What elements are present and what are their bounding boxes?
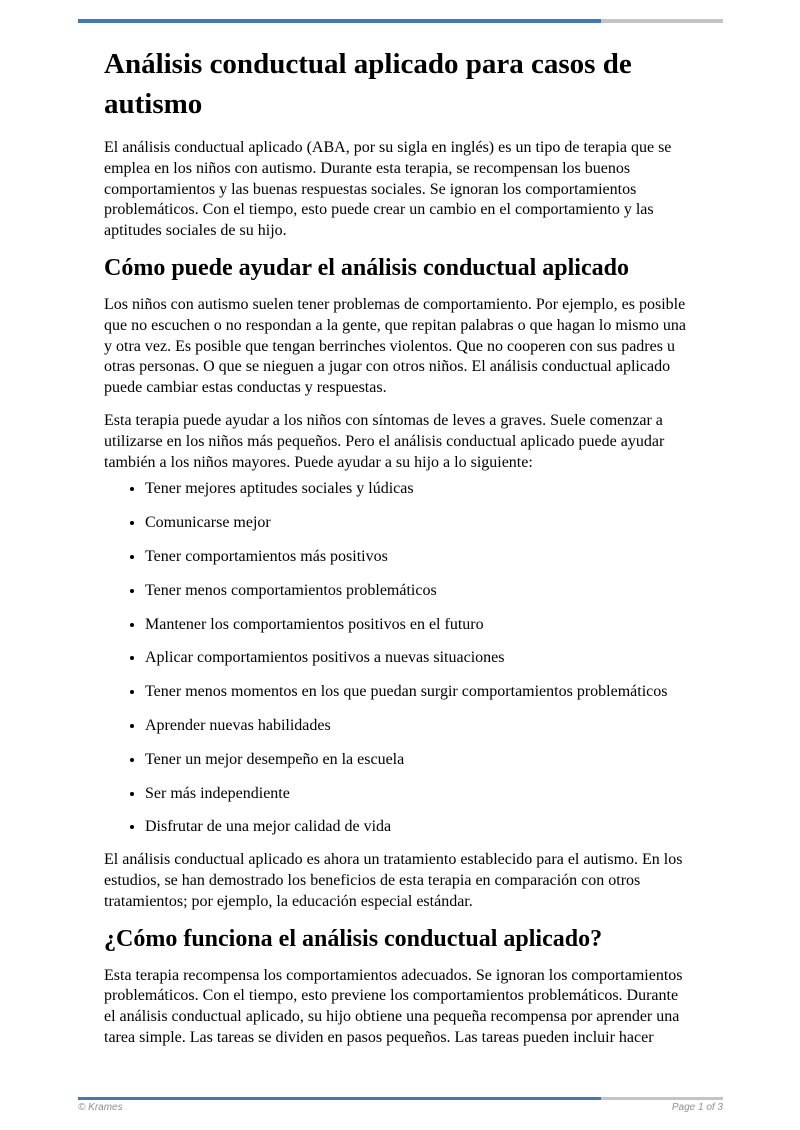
paragraph-therapy-can-help: Esta terapia puede ayudar a los niños con síntomas de leves a graves. Suele comenzar a utilizarse en los niños más pequeños. Pero el análisis conductual aplicado puede ayudar también a los niños mayores. Puede ayudar a su hijo a lo siguiente: (104, 411, 665, 471)
list-item: • Aprender nuevas habilidades (145, 716, 690, 737)
document-title: Análisis conductual aplicado para casos de autismo (104, 48, 632, 120)
list-item: • Tener menos momentos en los que puedan surgir comportamientos problemáticos (145, 682, 690, 703)
section-heading-how-aba-works: ¿Cómo funciona el análisis conductual aplicado? (104, 925, 603, 952)
list-item: • Comunicarse mejor (145, 513, 690, 534)
bottom-divider-gray-segment (601, 1097, 723, 1100)
bottom-divider-blue-segment (78, 1097, 601, 1100)
list-item: • Aplicar comportamientos positivos a nuevas situaciones (145, 648, 690, 669)
copyright-label: © Krames (78, 1102, 123, 1113)
list-item: • Tener un mejor desempeño en la escuela (145, 750, 690, 771)
page-number-label: Page 1 of 3 (671, 1102, 723, 1113)
bottom-divider (78, 1097, 723, 1100)
page-footer (78, 1097, 723, 1114)
list-item: • Tener comportamientos más positivos (145, 547, 690, 568)
paragraph-established-treatment: El análisis conductual aplicado es ahora un tratamiento establecido para el autismo. En los estudios, se han demostrado los beneficios de esta terapia en comparación con otros tratamientos; por ejemplo, la educación especial estándar. (104, 851, 683, 910)
benefits-list (104, 479, 690, 838)
list-item: • Tener mejores aptitudes sociales y lúdicas (145, 479, 690, 500)
list-item: • Ser más independiente (145, 784, 690, 805)
paragraph-behavior-problems: Los niños con autismo suelen tener problemas de comportamiento. Por ejemplo, es posible que no escuchen o no respondan a la gente, que repitan palabras o que hagan lo mismo una y otra vez. Es posible que tengan berrinches violentos. Que no cooperen con sus padres u otras personas. O que se nieguen a jugar con otros niños. El análisis conductual aplicado puede cambiar estas conductas y respuestas. (104, 295, 687, 397)
list-item: • Tener menos comportamientos problemáticos (145, 581, 690, 602)
intro-paragraph: El análisis conductual aplicado (ABA, por su sigla en inglés) es un tipo de terapia que se emplea en los niños con autismo. Durante esta terapia, se recompensan los buenos comportamientos y las buenas respuestas sociales. Se ignoran los comportamientos problemáticos. Con el tiempo, esto puede crear un cambio en el comportamiento y las aptitudes sociales de su hijo. (104, 139, 672, 240)
document-content (104, 0, 690, 1061)
section-heading-how-aba-helps: Cómo puede ayudar el análisis conductual aplicado (104, 254, 629, 281)
footer-row (78, 1102, 723, 1114)
list-item: • Mantener los comportamientos positivos en el futuro (145, 615, 690, 636)
list-item: • Disfrutar de una mejor calidad de vida (145, 817, 690, 838)
paragraph-how-it-works: Esta terapia recompensa los comportamientos adecuados. Se ignoran los comportamientos problemáticos. Con el tiempo, esto previene los comportamientos problemáticos. Durante el análisis conductual aplicado, su hijo obtiene una pequeña recompensa por aprender una tarea simple. Las tareas se dividen en pasos pequeños. Las tareas pueden incluir hacer (104, 966, 683, 1046)
